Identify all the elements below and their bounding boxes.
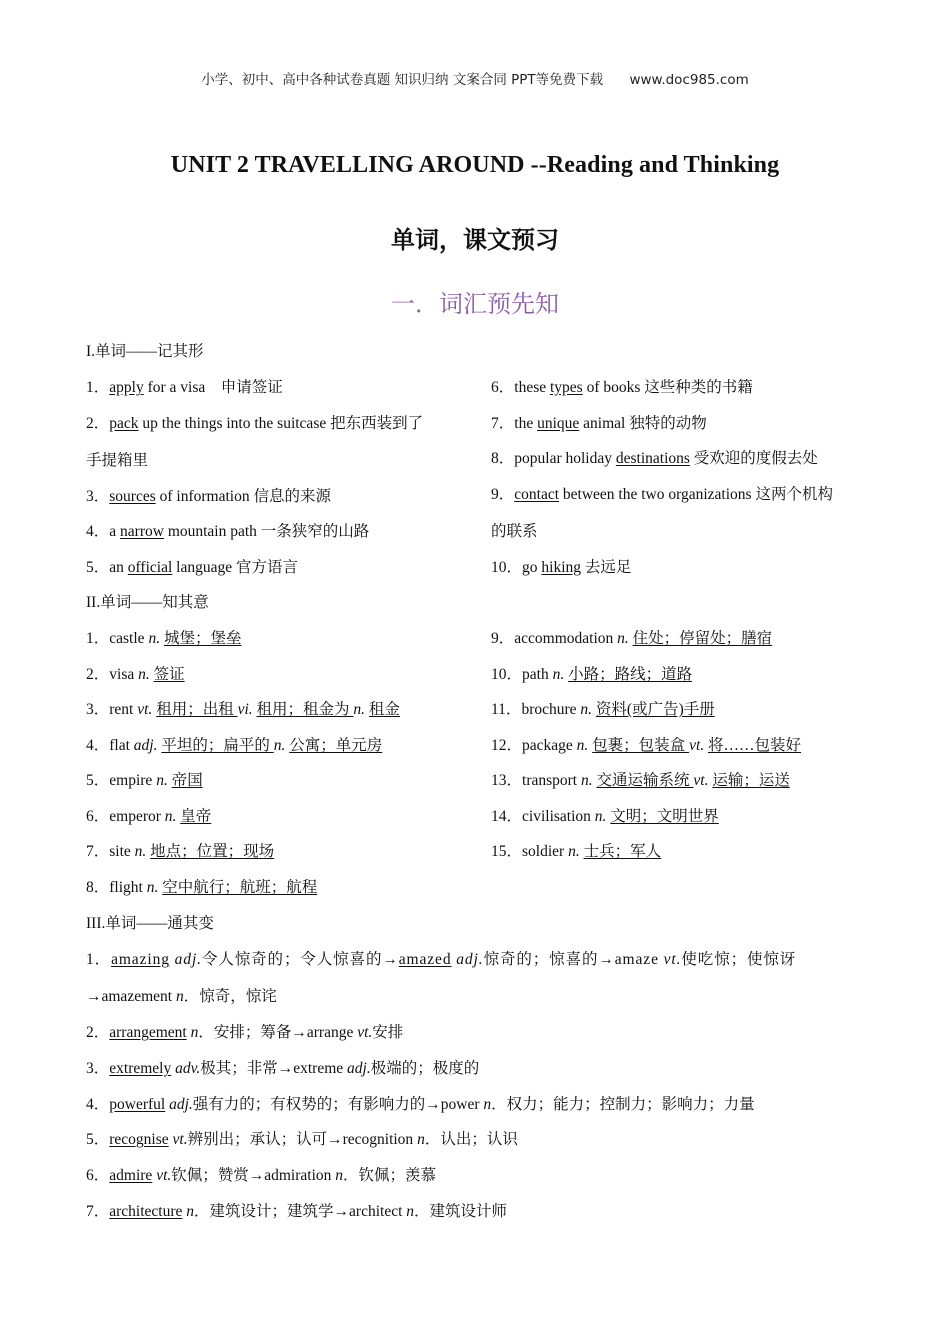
vocab-word: site (109, 843, 131, 860)
item-number: 5． (86, 772, 110, 789)
part2-heading-text: II.单词——知其意 (86, 594, 209, 611)
part-of-speech: n (190, 1024, 199, 1041)
item-text: mountain path 一条狭窄的山路 (163, 523, 370, 540)
header-text: 小学、初中、高中各种试卷真题 知识归纳 文案合同 PPT等免费下载 (201, 72, 604, 88)
item-text: 去远足 (581, 559, 632, 576)
answer-word: powerful (109, 1096, 166, 1113)
item-text: 钦佩；赞赏→admiration (171, 1167, 336, 1184)
part3-item (86, 1059, 479, 1079)
part3-item (86, 1130, 518, 1150)
part2-item (86, 665, 185, 685)
part2-item (86, 842, 274, 862)
part2-item (86, 878, 317, 898)
part-of-speech: vt. (689, 737, 705, 754)
item-number: 8． (491, 450, 515, 467)
part1-item (86, 487, 331, 507)
item-number: 1． (86, 630, 110, 647)
item-number: 5． (86, 559, 110, 576)
item-text: ．惊奇，惊诧 (183, 988, 277, 1005)
vocab-word: soldier (522, 843, 565, 860)
part-of-speech: n. (160, 808, 177, 825)
part3-item (86, 987, 277, 1007)
item-number: 8． (86, 879, 110, 896)
item-text: 手提箱里 (86, 452, 149, 469)
item-text: ．建筑设计；建筑学→architect (194, 1203, 407, 1220)
item-text: go (522, 559, 542, 576)
answer-word: amazing (111, 951, 170, 968)
part-of-speech: n. (548, 666, 565, 683)
item-text: 1． (86, 951, 112, 968)
answer-word: pack (109, 415, 139, 432)
part3-item (86, 1202, 507, 1222)
item-text: 6． (86, 1167, 110, 1184)
part2-heading (86, 593, 209, 613)
answer-meaning: 士兵；军人 (583, 843, 662, 860)
answer-word: contact (514, 486, 560, 503)
part3-heading-text: III.单词——通其变 (86, 915, 214, 932)
part-of-speech: n. (590, 808, 607, 825)
item-number: 7． (491, 415, 515, 432)
answer-word: destinations (615, 450, 690, 467)
part1-item (86, 451, 148, 471)
item-text: 7． (86, 1203, 110, 1220)
item-text: of information 信息的来源 (155, 488, 331, 505)
item-number: 12． (491, 737, 523, 754)
answer-word: sources (109, 488, 156, 505)
item-text: 2． (86, 1024, 110, 1041)
item-number: 3． (86, 701, 110, 718)
part-of-speech: n. (273, 737, 286, 754)
part-of-speech: n. (134, 666, 150, 683)
answer-word: apply (109, 379, 144, 396)
item-text: 5． (86, 1131, 110, 1148)
item-text: ．钦佩；羡慕 (343, 1167, 437, 1184)
item-text: an (109, 559, 128, 576)
answer-meaning: 空中航行；航班；航程 (162, 879, 318, 896)
answer-meaning: 运输；运送 (712, 772, 790, 789)
vocab-word: flight (109, 879, 143, 896)
answer-meaning: 公寓；单元房 (289, 737, 383, 754)
part2-item (86, 629, 241, 649)
part1-item (86, 558, 298, 578)
answer-meaning: 文明；文明世界 (610, 808, 719, 825)
part1-item (491, 522, 538, 542)
item-text: 极其；非常→extreme (200, 1060, 348, 1077)
part1-item (491, 414, 707, 434)
answer-word: admire (109, 1167, 153, 1184)
header-url[interactable]: www.doc985.com (629, 72, 749, 88)
item-number: 4． (86, 523, 110, 540)
item-text: for a visa 申请签证 (143, 379, 283, 396)
part1-item (86, 522, 369, 542)
item-text: of books 这些种类的书籍 (582, 379, 753, 396)
item-number: 9． (491, 630, 515, 647)
item-number: 3． (86, 488, 110, 505)
part2-item (86, 736, 382, 756)
answer-word: official (127, 559, 173, 576)
part-of-speech: vt. (693, 772, 709, 789)
part-of-speech: adj. (169, 1096, 193, 1113)
answer-word: narrow (120, 523, 164, 540)
part-of-speech: n. (142, 879, 159, 896)
part-of-speech: n. (144, 630, 161, 647)
part-of-speech: n (417, 1131, 425, 1148)
answer-meaning: 资料(或广告)手册 (595, 701, 715, 718)
item-text: animal 独特的动物 (579, 415, 707, 432)
vocab-word: package (522, 737, 573, 754)
answer-meaning: 租金 (368, 701, 400, 718)
item-number: 10． (491, 666, 523, 683)
part2-item (86, 700, 400, 720)
subtitle: 单词，课文预习 (391, 225, 559, 254)
item-text: 受欢迎的度假去处 (689, 450, 818, 467)
vocab-word: civilisation (522, 808, 591, 825)
part-of-speech: vt. (133, 701, 153, 718)
part-of-speech: vt. (663, 951, 682, 968)
answer-meaning: 签证 (153, 666, 185, 683)
vocab-word: visa (109, 666, 135, 683)
item-text: ．建筑设计师 (414, 1203, 508, 1220)
part-of-speech: n (175, 988, 184, 1005)
answer-word: architecture (109, 1203, 183, 1220)
part-of-speech: n. (576, 701, 593, 718)
vocab-word: flat (109, 737, 130, 754)
vocab-word: empire (109, 772, 153, 789)
vocab-word: accommodation (514, 630, 614, 647)
vocab-word: castle (109, 630, 145, 647)
item-text: →amazement (86, 988, 176, 1005)
item-text: 极端的；极度的 (370, 1060, 480, 1077)
part3-item (86, 1023, 403, 1043)
item-text: ．权力；能力；控制力；影响力；力量 (491, 1096, 755, 1113)
part-of-speech: adv. (175, 1060, 201, 1077)
answer-word: types (550, 379, 583, 396)
answer-word: recognise (109, 1131, 169, 1148)
item-text: 强有力的；有权势的；有影响力的→power (192, 1096, 484, 1113)
part1-heading (86, 342, 204, 362)
part-of-speech: n (186, 1203, 195, 1220)
part-of-speech: vt. (357, 1024, 373, 1041)
answer-meaning: 将……包装好 (708, 737, 802, 754)
answer-meaning: 小路；路线；道路 (568, 666, 693, 683)
part-of-speech: n. (130, 843, 147, 860)
answer-meaning: 平坦的；扁平的 (161, 737, 274, 754)
answer-word: hiking (541, 559, 582, 576)
part2-item (491, 842, 661, 862)
page-header (0, 68, 950, 88)
unit-title: UNIT 2 TRAVELLING AROUND --Reading and Thinking (170, 152, 780, 178)
answer-meaning: 租用；出租 (156, 701, 238, 718)
part-of-speech: n. (353, 701, 366, 718)
answer-word: arrangement (109, 1024, 187, 1041)
item-text: 使吃惊；使惊讶 (681, 951, 797, 968)
part-of-speech: vi. (237, 701, 253, 718)
item-number: 14． (491, 808, 523, 825)
answer-word: unique (537, 415, 580, 432)
section-title: 一．词汇预先知 (391, 290, 559, 318)
part3-item (86, 1166, 436, 1186)
answer-meaning: 地点；位置；现场 (150, 843, 275, 860)
item-text: 4． (86, 1096, 110, 1113)
part2-item (491, 771, 790, 791)
item-number: 4． (86, 737, 110, 754)
part-of-speech: n. (577, 772, 593, 789)
part1-item (86, 414, 423, 434)
item-text: 辨别出；承认；认可→recognition (187, 1131, 418, 1148)
item-number: 9． (491, 486, 515, 503)
part1-item (491, 378, 753, 398)
part2-item (491, 700, 715, 720)
part-of-speech: adj. (174, 951, 202, 968)
part1-item (86, 378, 283, 398)
part1-item (491, 449, 818, 469)
item-number: 6． (86, 808, 110, 825)
item-text: 的联系 (491, 523, 538, 540)
part2-item (491, 665, 692, 685)
item-text: up the things into the suitcase 把东西装到了 (138, 415, 424, 432)
part-of-speech: n (335, 1167, 344, 1184)
item-text: language 官方语言 (172, 559, 298, 576)
part2-item (86, 771, 203, 791)
part-of-speech: vt. (172, 1131, 188, 1148)
part2-item (86, 807, 211, 827)
item-number: 1． (86, 379, 110, 396)
item-number: 15． (491, 843, 523, 860)
part1-heading-text: I.单词——记其形 (86, 343, 204, 360)
item-number: 13． (491, 772, 523, 789)
item-text: these (514, 379, 550, 396)
part-of-speech: n (483, 1096, 492, 1113)
item-text: 惊奇的；惊喜的→amaze (483, 951, 664, 968)
item-number: 10． (491, 559, 523, 576)
item-text: between the two organizations 这两个机构 (559, 486, 833, 503)
part-of-speech: n. (613, 630, 629, 647)
part3-heading (86, 914, 214, 934)
part-of-speech: n. (564, 843, 580, 860)
part-of-speech: vt. (156, 1167, 172, 1184)
part-of-speech: n. (572, 737, 589, 754)
item-number: 6． (491, 379, 515, 396)
item-number: 7． (86, 843, 110, 860)
item-text: ．认出；认识 (424, 1131, 518, 1148)
part2-item (491, 736, 801, 756)
part2-item (491, 807, 719, 827)
item-text: popular holiday (514, 450, 616, 467)
item-number: 11． (491, 701, 522, 718)
item-text: 令人惊奇的；令人惊喜的→ (201, 951, 399, 968)
vocab-word: transport (522, 772, 578, 789)
vocab-word: rent (109, 701, 134, 718)
answer-meaning: 交通运输系统 (596, 772, 694, 789)
item-number: 2． (86, 666, 110, 683)
answer-meaning: 皇帝 (180, 808, 212, 825)
item-text: a (109, 523, 121, 540)
item-text: ．安排；筹备→arrange (198, 1024, 358, 1041)
answer-word: amazed (398, 951, 452, 968)
answer-word: extremely (109, 1060, 172, 1077)
answer-meaning: 租用；租金为 (256, 701, 354, 718)
vocab-word: path (522, 666, 549, 683)
part-of-speech: adj. (129, 737, 158, 754)
part1-item (491, 558, 631, 578)
part3-item (86, 950, 796, 970)
item-text: 3． (86, 1060, 110, 1077)
item-number: 2． (86, 415, 110, 432)
part-of-speech: n (406, 1203, 415, 1220)
part2-item (491, 629, 772, 649)
vocab-word: emperor (109, 808, 161, 825)
item-text: 安排 (372, 1024, 404, 1041)
vocab-word: brochure (521, 701, 577, 718)
answer-meaning: 住处；停留处；膳宿 (632, 630, 773, 647)
part-of-speech: adj. (347, 1060, 371, 1077)
answer-meaning: 城堡；堡垒 (163, 630, 242, 647)
part3-item (86, 1095, 755, 1115)
item-text: the (514, 415, 538, 432)
answer-meaning: 包裹；包装盒 (592, 737, 690, 754)
part1-item (491, 485, 833, 505)
part-of-speech: n. (152, 772, 168, 789)
part-of-speech: adj. (456, 951, 484, 968)
answer-meaning: 帝国 (171, 772, 203, 789)
